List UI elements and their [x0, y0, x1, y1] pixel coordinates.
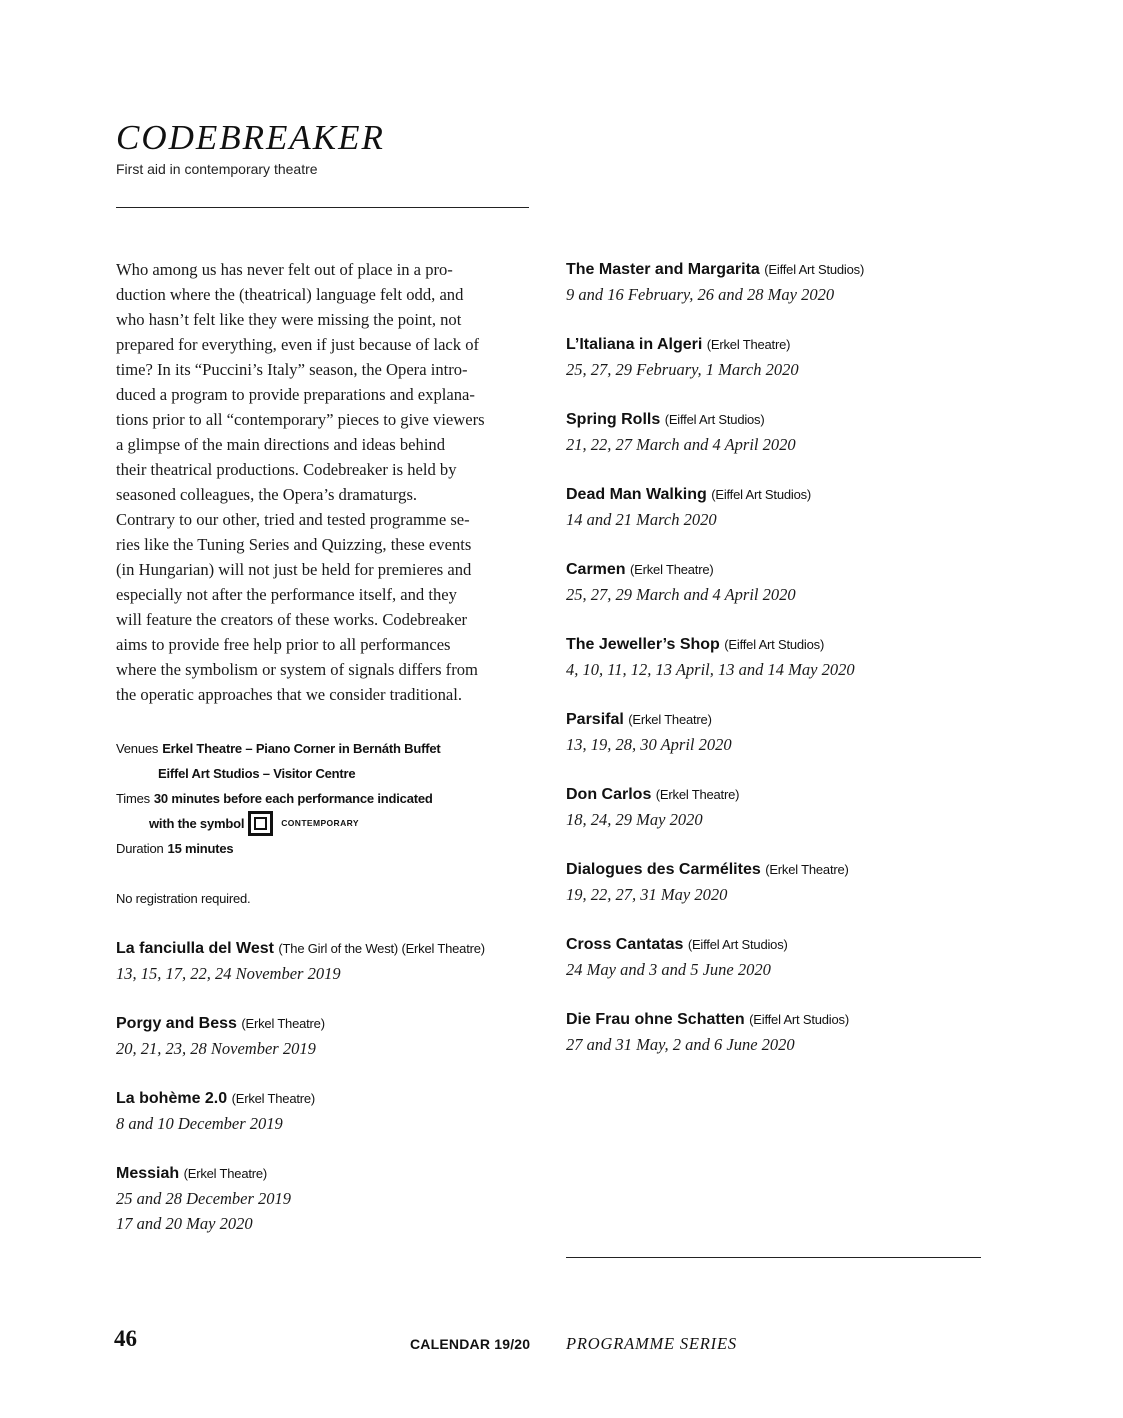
- duration-label: Duration: [116, 841, 164, 856]
- event-item: [566, 632, 996, 682]
- times-value-2: with the symbol: [149, 816, 245, 831]
- intro-line: the operatic approaches that we consider traditional.: [116, 685, 463, 704]
- event-venue: (Eiffel Art Studios): [664, 412, 765, 427]
- intro-line: duced a program to provide preparations and explana-: [116, 385, 475, 404]
- event-venue: (Erkel Theatre): [630, 562, 714, 577]
- intro-line: duction where the (theatrical) language felt odd, and: [116, 285, 464, 304]
- event-item: [116, 1086, 530, 1136]
- venues-row: [116, 736, 530, 761]
- events-list-right: [566, 257, 996, 1082]
- intro-line: aims to provide free help prior to all performances: [116, 635, 451, 654]
- event-title: La bohème 2.0: [116, 1090, 228, 1107]
- event-dates: 17 and 20 May 2020: [116, 1214, 253, 1233]
- event-title: Cross Cantatas: [566, 936, 684, 953]
- event-title: Die Frau ohne Schatten: [566, 1011, 745, 1028]
- event-heading: [116, 1011, 530, 1036]
- event-venue: (The Girl of the West) (Erkel Theatre): [278, 941, 485, 956]
- event-title: Dead Man Walking: [566, 486, 707, 503]
- event-heading: [566, 857, 996, 882]
- venues-row-2: [116, 761, 530, 786]
- event-venue: (Erkel Theatre): [706, 337, 791, 352]
- event-dates: 25, 27, 29 February, 1 March 2020: [566, 360, 799, 379]
- event-heading: [566, 1007, 996, 1032]
- footer-section: PROGRAMME SERIES: [566, 1334, 737, 1353]
- event-venue: (Erkel Theatre): [765, 862, 849, 877]
- intro-line: prepared for everything, even if just because of lack of: [116, 335, 480, 354]
- page-number: 46: [114, 1326, 137, 1351]
- event-venue: (Eiffel Art Studios): [764, 262, 865, 277]
- times-row: [116, 786, 530, 811]
- event-title: The Jeweller’s Shop: [566, 636, 720, 653]
- event-item: [566, 1007, 996, 1057]
- event-title: Dialogues des Carmélites: [566, 861, 761, 878]
- event-dates: 24 May and 3 and 5 June 2020: [566, 960, 771, 979]
- event-title: Spring Rolls: [566, 411, 661, 428]
- event-title: Porgy and Bess: [116, 1015, 237, 1032]
- event-heading: [566, 932, 996, 957]
- event-venue: (Erkel Theatre): [655, 787, 740, 802]
- event-title: The Master and Margarita: [566, 261, 760, 278]
- event-heading: [566, 482, 996, 507]
- intro-line: a glimpse of the main directions and ideas behind: [116, 435, 446, 454]
- event-dates: 25 and 28 December 2019: [116, 1189, 292, 1208]
- event-heading: [116, 1086, 530, 1111]
- intro-line: Who among us has never felt out of place in a pro-: [116, 260, 453, 279]
- event-item: [566, 557, 996, 607]
- intro-line: seasoned colleagues, the Opera’s dramaturgs.: [116, 485, 418, 504]
- intro-line: who hasn’t felt like they were missing the point, not: [116, 310, 462, 329]
- info-block: [116, 736, 530, 861]
- intro-line: their theatrical productions. Codebreaker is held by: [116, 460, 457, 479]
- event-heading: [566, 407, 996, 432]
- event-dates: 21, 22, 27 March and 4 April 2020: [566, 435, 796, 454]
- event-dates: 14 and 21 March 2020: [566, 510, 717, 529]
- event-dates: 13, 19, 28, 30 April 2020: [566, 735, 732, 754]
- event-heading: [116, 936, 530, 961]
- event-heading: [116, 1161, 530, 1186]
- event-item: [566, 407, 996, 457]
- event-dates: 18, 24, 29 May 2020: [566, 810, 703, 829]
- event-title: Parsifal: [566, 711, 624, 728]
- intro-line: time? In its “Puccini’s Italy” season, the Opera intro-: [116, 360, 468, 379]
- event-title: Don Carlos: [566, 786, 652, 803]
- event-venue: (Erkel Theatre): [183, 1166, 268, 1181]
- top-divider: [116, 207, 529, 208]
- intro-line: ries like the Tuning Series and Quizzing, these events: [116, 535, 472, 554]
- times-row-2: [116, 811, 530, 836]
- duration-row: [116, 836, 530, 861]
- event-dates: 4, 10, 11, 12, 13 April, 13 and 14 May 2020: [566, 660, 855, 679]
- event-dates: 27 and 31 May, 2 and 6 June 2020: [566, 1035, 795, 1054]
- event-dates: 20, 21, 23, 28 November 2019: [116, 1039, 316, 1058]
- event-venue: (Erkel Theatre): [231, 1091, 316, 1106]
- event-item: [566, 932, 996, 982]
- event-dates: 25, 27, 29 March and 4 April 2020: [566, 585, 796, 604]
- intro-line: will feature the creators of these works. Codebreaker: [116, 610, 468, 629]
- contemporary-symbol-icon: [248, 811, 273, 836]
- registration-note: No registration required.: [116, 891, 251, 906]
- intro-line: tions prior to all “contemporary” pieces to give viewers: [116, 410, 485, 429]
- footer-calendar: CALENDAR 19/20: [410, 1336, 531, 1352]
- intro-line: (in Hungarian) will not just be held for premieres and: [116, 560, 472, 579]
- intro-paragraph: [116, 257, 530, 707]
- event-dates: 9 and 16 February, 26 and 28 May 2020: [566, 285, 835, 304]
- times-label: Times: [116, 791, 150, 806]
- contemporary-symbol-label: CONTEMPORARY: [281, 818, 359, 828]
- event-heading: [566, 707, 996, 732]
- event-heading: [566, 257, 996, 282]
- event-item: [566, 782, 996, 832]
- event-title: L’Italiana in Algeri: [566, 336, 703, 353]
- event-item: [566, 707, 996, 757]
- event-item: [116, 936, 530, 986]
- event-item: [116, 1011, 530, 1061]
- event-dates: 8 and 10 December 2019: [116, 1114, 283, 1133]
- page-title: CODEBREAKER: [116, 118, 385, 157]
- event-dates: 19, 22, 27, 31 May 2020: [566, 885, 728, 904]
- events-list-left: [116, 936, 530, 1236]
- event-venue: (Eiffel Art Studios): [749, 1012, 849, 1027]
- venue-2: Eiffel Art Studios – Visitor Centre: [158, 766, 356, 781]
- bottom-divider: [566, 1257, 981, 1258]
- event-title: Carmen: [566, 561, 626, 578]
- event-venue: (Erkel Theatre): [628, 712, 712, 727]
- event-title: Messiah: [116, 1165, 180, 1182]
- event-venue: (Eiffel Art Studios): [711, 487, 812, 502]
- event-item: [566, 857, 996, 907]
- event-heading: [566, 632, 996, 657]
- event-item: [116, 1161, 530, 1236]
- venue-1: Erkel Theatre – Piano Corner in Bernáth Buffet: [162, 741, 441, 756]
- event-venue: (Eiffel Art Studios): [687, 937, 788, 952]
- times-value: 30 minutes before each performance indicated: [153, 791, 433, 806]
- left-column: [116, 257, 530, 1261]
- event-item: [566, 257, 996, 307]
- event-heading: [566, 332, 996, 357]
- event-heading: [566, 782, 996, 807]
- duration-value: 15 minutes: [167, 841, 234, 856]
- event-heading: [566, 557, 996, 582]
- page-subtitle: First aid in contemporary theatre: [116, 161, 318, 177]
- intro-line: Contrary to our other, tried and tested programme se-: [116, 510, 470, 529]
- intro-line: especially not after the performance itself, and they: [116, 585, 457, 604]
- event-venue: (Erkel Theatre): [241, 1016, 325, 1031]
- event-venue: (Eiffel Art Studios): [724, 637, 825, 652]
- event-item: [566, 332, 996, 382]
- venues-label: Venues: [116, 741, 159, 756]
- event-title: La fanciulla del West: [116, 940, 274, 957]
- event-dates: 13, 15, 17, 22, 24 November 2019: [116, 964, 341, 983]
- event-item: [566, 482, 996, 532]
- intro-line: where the symbolism or system of signals differs from: [116, 660, 478, 679]
